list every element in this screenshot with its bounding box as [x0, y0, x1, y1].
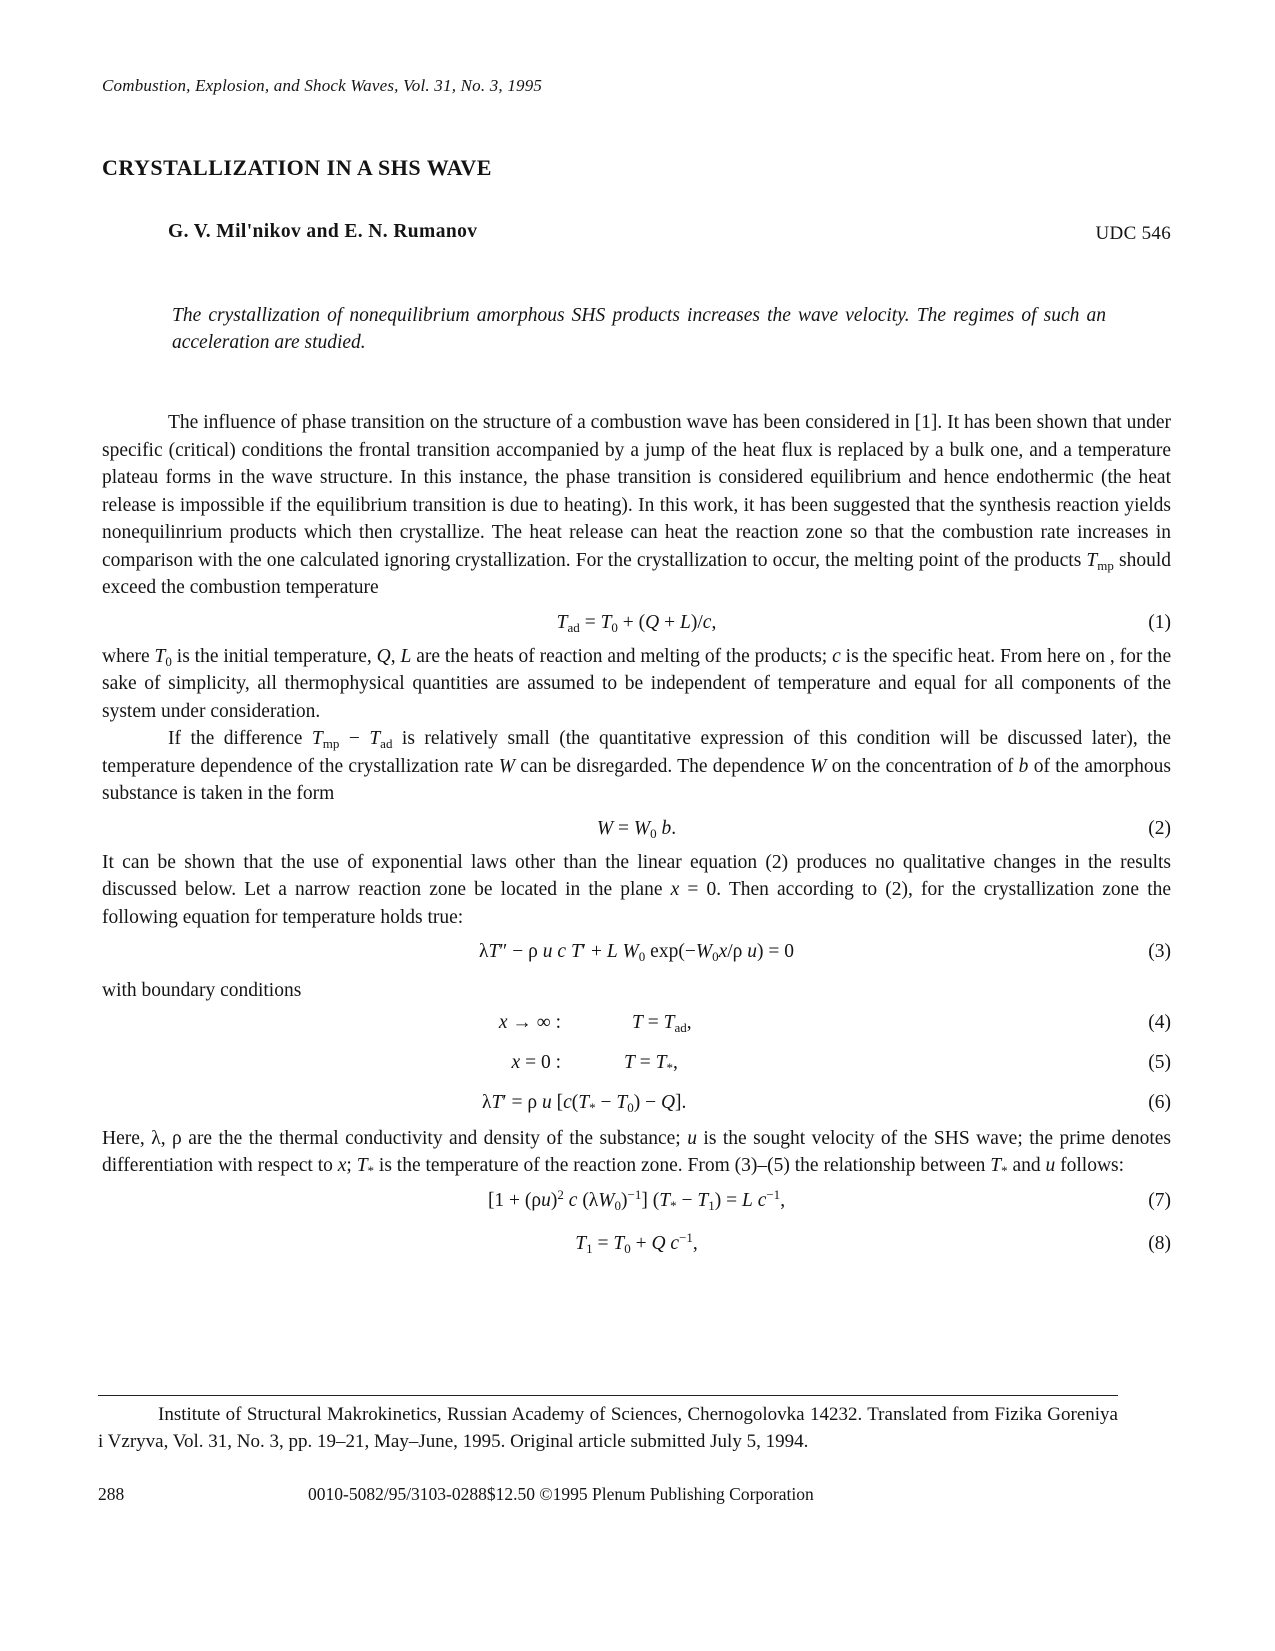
udc-code: UDC 546 — [1095, 223, 1171, 244]
equation-8: $T_1 = T_0 + Q$ $c^{-1}$, (8) — [575, 1229, 1171, 1256]
equation-3: λT″ − ρ u c T′ + L $W_0$ $\exp(-W_0x/\rho$ u) = 0 (3) — [478, 941, 1171, 964]
article-body — [102, 409, 1171, 1264]
abstract: The crystallization of nonequilibrium amorphous SHS products increases the wave velocity. The regimes of such an acceleration are studied. — [172, 305, 1106, 353]
equation-5: x = 0 : $T = T_*$, (5) — [511, 1051, 1171, 1075]
article-authors: G. V. Mil'nikov and E. N. Rumanov — [168, 221, 478, 242]
paragraph-6: Here, λ, ρ are the the thermal conductivity and density of the substance; u is the sought velocity of the SHS wave; the prime denotes differentiation with respect to x; $T_*$ is the temperature of the reaction zone. From (3)–(5) the relationship between $T_*$ and u follows: — [102, 1127, 1172, 1178]
equation-1: $T_{ad} = T_0 + (Q + L)/c$, (1) — [556, 611, 1171, 635]
paragraph-3: If the difference $T_{mp} - T_{ad}$ is relatively small (the quantitative expression of this condition will be discussed later), the temperature dependence of the crystallization rate W can be disregarded. The dependence W on the concentration of b of the amorphous substance is taken in the form — [102, 728, 1172, 804]
equation-4: x → ∞ : $T = T_{ad}$, (4) — [498, 1011, 1171, 1035]
article-title: CRYSTALLIZATION IN A SHS WAVE — [102, 155, 492, 180]
copyright-line: 0010-5082/95/3103-0288$12.50 ©1995 Plenum Publishing Corporation — [308, 1484, 814, 1504]
equation-6: λT′ = ρ u $[c(T_* - T_0) - Q]$. (6) — [482, 1091, 1171, 1115]
footnote-rule — [98, 1395, 1118, 1396]
paragraph-4: It can be shown that the use of exponential laws other than the linear equation (2) produces no qualitative changes in the results discussed below. Let a narrow reaction zone be located in the plane x = 0. Then according to (2), for the crystallization zone the following equation for temperature holds true: — [102, 851, 1172, 928]
journal-header: Combustion, Explosion, and Shock Waves, Vol. 31, No. 3, 1995 — [102, 76, 543, 95]
page-number: 288 — [98, 1484, 125, 1504]
equation-7: [$1 + (\rho u)^2$ c $(\lambda W_0)^{-1}$] $(T_* - T_1) = L$ $c^{-1}$, (7) — [487, 1186, 1171, 1213]
equation-2: $W = W_0$ b. (2) — [596, 817, 1171, 841]
affiliation-footnote: Institute of Structural Makrokinetics, Russian Academy of Sciences, Chernogolovka 14232. Translated from Fizika Goreniya i Vzryva, Vol. 31, No. 3, pp. 19–21, May–June, 1995. Original article submitted July 5, 1994. — [98, 1404, 1118, 1452]
paragraph-1: The influence of phase transition on the structure of a combustion wave has been considered in [1]. It has been shown that under specific (critical) conditions the frontal transition accompanied by a jump of the heat flux is replaced by a bulk one, and a temperature plateau forms in the wave structure. In this instance, the phase transition is considered equilibrium and hence endothermic (the heat release is impossible if the equilibrium transition is due to heating). In this work, it has been suggested that the synthesis reaction yields nonequilinrium products which then crystallize. The heat release can heat the reaction zone so that the combustion rate increases in comparison with the one calculated ignoring crystallization. For the crystallization to occur, the melting point of the products $T_{mp}$ should exceed the combustion temperature — [102, 412, 1171, 598]
paragraph-5: with boundary conditions — [102, 980, 302, 1001]
paragraph-2: where $T_0$ is the initial temperature, Q, L are the heats of reaction and melting of the products; c is the specific heat. From here on , for the sake of simplicity, all thermophysical quantities are assumed to be independent of temperature and equal for all components of the system under consideration. — [102, 645, 1172, 722]
